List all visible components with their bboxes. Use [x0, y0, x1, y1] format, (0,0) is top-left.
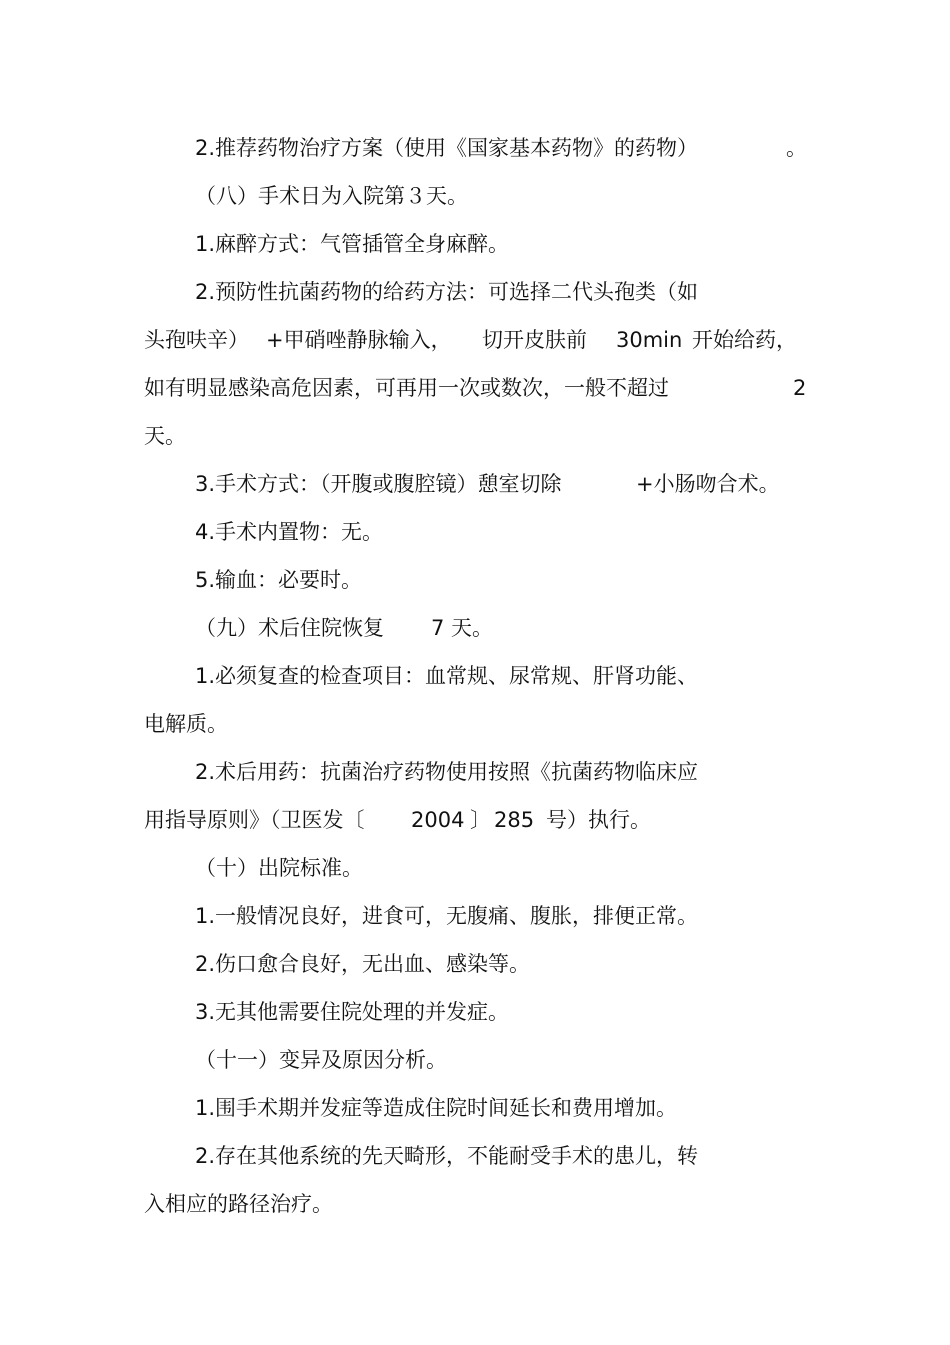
text-segment: 7 天。 — [431, 616, 494, 640]
text-line — [0, 805, 950, 835]
text-line — [0, 325, 950, 355]
text-segment: 2.伤口愈合良好，无出血、感染等。 — [195, 952, 531, 976]
text-segment: 电解质。 — [144, 712, 228, 736]
text-segment: 5.输血：必要时。 — [195, 568, 363, 592]
text-segment: 2 — [793, 376, 807, 400]
text-segment: 3.手术方式：（开腹或腹腔镜）憩室切除 — [195, 472, 562, 496]
text-segment: 2.推荐药物治疗方案（使用《国家基本药物》的药物） — [195, 136, 699, 160]
text-line — [0, 421, 950, 451]
text-segment: 2.存在其他系统的先天畸形，不能耐受手术的患儿，转 — [195, 1144, 699, 1168]
text-segment: （八）手术日为入院第３天。 — [195, 184, 468, 208]
text-segment: （十）出院标准。 — [195, 856, 363, 880]
text-line — [0, 373, 950, 403]
text-line — [0, 565, 950, 595]
text-line — [0, 1189, 950, 1219]
text-segment: 开始给药， — [692, 328, 797, 352]
text-segment: 4.手术内置物：无。 — [195, 520, 384, 544]
text-line — [0, 997, 950, 1027]
text-segment: 3.无其他需要住院处理的并发症。 — [195, 1000, 510, 1024]
text-segment: 头孢呋辛） — [144, 328, 249, 352]
text-line — [0, 469, 950, 499]
text-line — [0, 757, 950, 787]
text-line — [0, 709, 950, 739]
text-segment: +甲硝唑静脉输入， — [266, 328, 452, 352]
text-segment: 1.围手术期并发症等造成住院时间延长和费用增加。 — [195, 1096, 678, 1120]
text-segment: 天。 — [144, 424, 186, 448]
text-line — [0, 1141, 950, 1171]
text-segment: 2004 — [411, 808, 465, 832]
text-line — [0, 229, 950, 259]
text-segment: 2.术后用药：抗菌治疗药物使用按照《抗菌药物临床应 — [195, 760, 699, 784]
text-line — [0, 133, 950, 163]
text-segment: 1.一般情况良好，进食可，无腹痛、腹胀，排便正常。 — [195, 904, 699, 928]
text-segment: 1.必须复查的检查项目：血常规、尿常规、肝肾功能、 — [195, 664, 699, 688]
text-segment: 2.预防性抗菌药物的给药方法：可选择二代头孢类（如 — [195, 280, 699, 304]
section-heading — [0, 613, 950, 643]
section-heading — [0, 1045, 950, 1075]
text-segment: 号）执行。 — [546, 808, 651, 832]
text-segment: 如有明显感染高危因素，可再用一次或数次，一般不超过 — [144, 376, 669, 400]
text-segment: （十一）变异及原因分析。 — [195, 1048, 447, 1072]
text-segment: 1.麻醉方式：气管插管全身麻醉。 — [195, 232, 510, 256]
text-segment: 切开皮肤前 — [482, 328, 587, 352]
text-segment: 〕 — [470, 808, 491, 832]
text-line — [0, 517, 950, 547]
text-line — [0, 949, 950, 979]
text-segment: 285 — [494, 808, 535, 832]
text-line — [0, 901, 950, 931]
text-segment: 。 — [786, 136, 807, 160]
text-segment: 30min — [616, 328, 683, 352]
text-line — [0, 1093, 950, 1123]
text-segment: 入相应的路径治疗。 — [144, 1192, 333, 1216]
section-heading — [0, 853, 950, 883]
text-line — [0, 661, 950, 691]
text-segment: （九）术后住院恢复 — [195, 616, 384, 640]
text-line — [0, 277, 950, 307]
section-heading — [0, 181, 950, 211]
text-segment: +小肠吻合术。 — [636, 472, 780, 496]
text-segment: 用指导原则》（卫医发〔 — [144, 808, 365, 832]
